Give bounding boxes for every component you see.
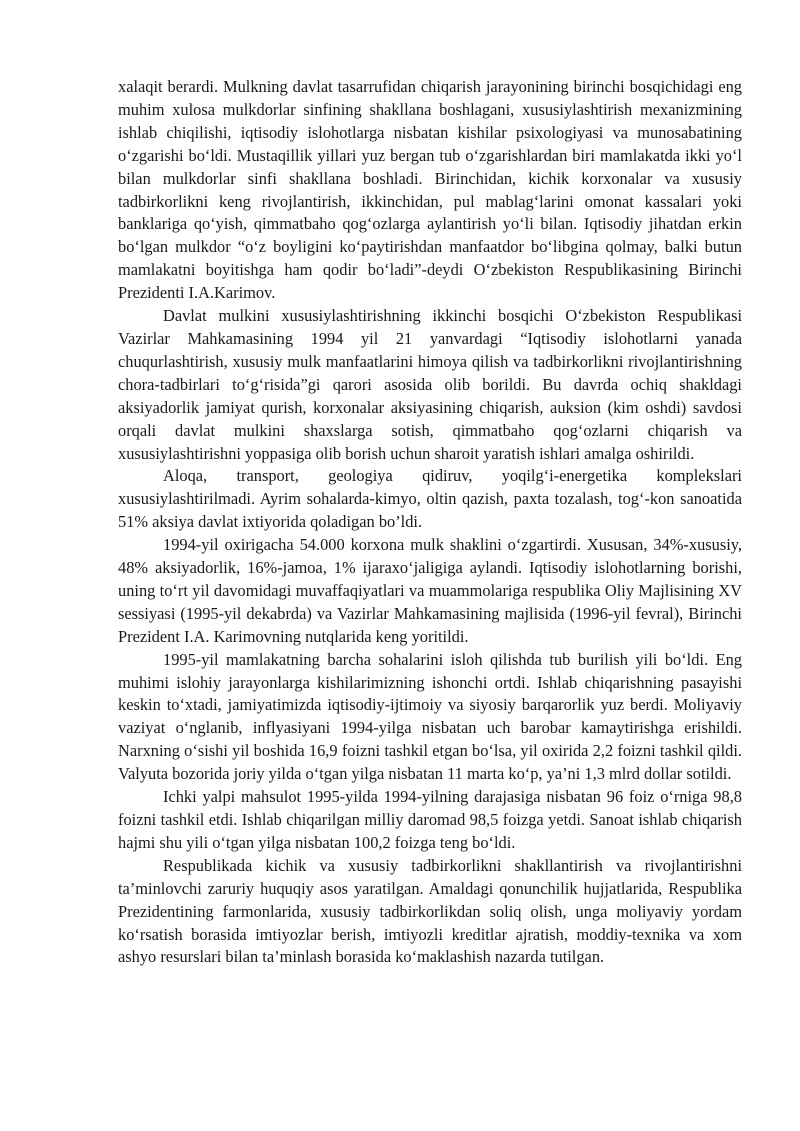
paragraph-1994-results: 1994-yil oxirigacha 54.000 korxona mulk shaklini o‘zgartirdi. Xususan, 34%-xususiy, 48% aksiyadorlik, 16%-jamoa, 1% ijaraxo‘jaligiga aylandi. Iqtisodiy islohotlarning borishi, uning to‘rt yil davomidagi muvaffaqiyatlari va muammolariga respublika Oliy Majlisining XV sessiyasi (1995-yil dekabrda) va Vazirlar Mahkamasining majlisida (1996-yil fevral), Birinchi Prezident I.A. Karimovning nutqlarida keng yoritildi. xyxy=(118,535,742,646)
paragraph-excluded-sectors: Aloqa, transport, geologiya qidiruv, yoqilg‘i-energetika komplekslari xususiylashtirilmadi. Ayrim sohalarda-kimyo, oltin qazish, paxta tozalash, tog‘-kon sanoatida 51% aksiya davlat ixtiyorida qoladigan bo’ldi. xyxy=(118,466,742,532)
paragraph-gdp-1995: Ichki yalpi mahsulot 1995-yilda 1994-yilning darajasiga nisbatan 96 foiz o‘rniga 98,8 foizni tashkil etdi. Ishlab chiqarilgan milliy daromad 98,5 foizga yetdi. Sanoat ishlab chiqarish hajmi shu yili o‘tgan yilga nisbatan 100,2 foizga teng bo‘ldi. xyxy=(118,787,742,852)
paragraph-legal-basis: Respublikada kichik va xususiy tadbirkorlikni shakllantirish va rivojlantirishni ta’minlovchi zaruriy huquqiy asos yaratilgan. Amaldagi qonunchilik hujjatlarida, Respublika Prezidentining farmonlarida, xususiy tadbirkorlikdan soliq olish, unga moliyaviy yordam ko‘rsatish borasida imtiyozlar berish, imtiyozli kreditlar ajratish, moddiy-texnika va xom ashyo resurslari bilan ta’minlash borasida ko‘maklashish nazarda tutilgan. xyxy=(118,855,742,967)
paragraph-privatization-second-stage: Davlat mulkini xususiylashtirishning ikkinchi bosqichi O‘zbekiston Respublikasi Vazirlar Mahkamasining 1994 yil 21 yanvardagi “Iqtisodiy islohotlarni yanada chuqurlashtirish, xususiy mulk manfaatlarini himoya qilish va tadbirkorlikni rivojlantirishning chora-tadbirlari to‘g‘risida”gi qarori asosida olib borildi. Bu davrda ochiq shakldagi aksiyadorlik jamiyat qurish, korxonalar aksiyasining chiqarish, auksion (kim oshdi) savdosi orqali davlat mulkini shaxslarga sotish, qimmatbaho qog‘ozlarni chiqarish va xususiylashtirishni yoppasiga olib borish uchun sharoit yaratish ishlari amalga oshirildi. xyxy=(118,306,742,463)
paragraph-1995-turning-point: 1995-yil mamlakatning barcha sohalarini isloh qilishda tub burilish yili bo‘ldi. Eng muhimi islohiy jarayonlarga kishilarimizning ishonchi ortdi. Ishlab chiqarishning pasayishi keskin to‘xtadi, jamiyatimizda iqtisodiy-ijtimoiy va siyosiy barqarorlik yuz berdi. Moliyaviy vaziyat o‘nglanib, inflyasiyani 1994-yilga nisbatan uch barobar kamaytirishga erishildi. Narxning o‘sishi yil boshida 16,9 foizni tashkil etgan bo‘lsa, yil oxirida 2,2 foizni tashkil qildi. Valyuta bozorida joriy yilda o‘tgan yilga nisbatan 11 marta ko‘p, ya’ni 1,3 mlrd dollar sotildi. xyxy=(118,649,742,784)
paragraph-continuation: xalaqit berardi. Mulkning davlat tasarrufidan chiqarish jarayonining birinchi bosqichidagi eng muhim xulosa mulkdorlar sinfining shakllana boshlagani, xususiylashtirish mexanizmining ishlab chiqilishi, iqtisodiy islohotlarga nisbatan kishilar psixologiyasi va munosabatining o‘zgarishi bo‘ldi. Mustaqillik yillari yuz bergan tub o‘zgarishlardan biri mamlakatda ikki yo‘l bilan mulkdorlar sinfi shakllana boshladi. Birinchidan, kichik korxonalar va xususiy tadbirkorlikni keng rivojlantirish, ikkinchidan, pul mablag‘larini omonat kassalari yoki banklariga qo‘yish, qimmatbaho qog‘ozlarga aylantirish yo‘li bilan. Iqtisodiy jihatdan erkin bo‘lgan mulkdor “o‘z boyligini ko‘paytirishdan manfaatdor bo‘libgina qolmay, balki butun mamlakatni boyitishga ham qodir bo‘ladi”-deydi O‘zbekiston Respublikasining Birinchi Prezidenti I.A.Karimov. xyxy=(118,77,742,303)
